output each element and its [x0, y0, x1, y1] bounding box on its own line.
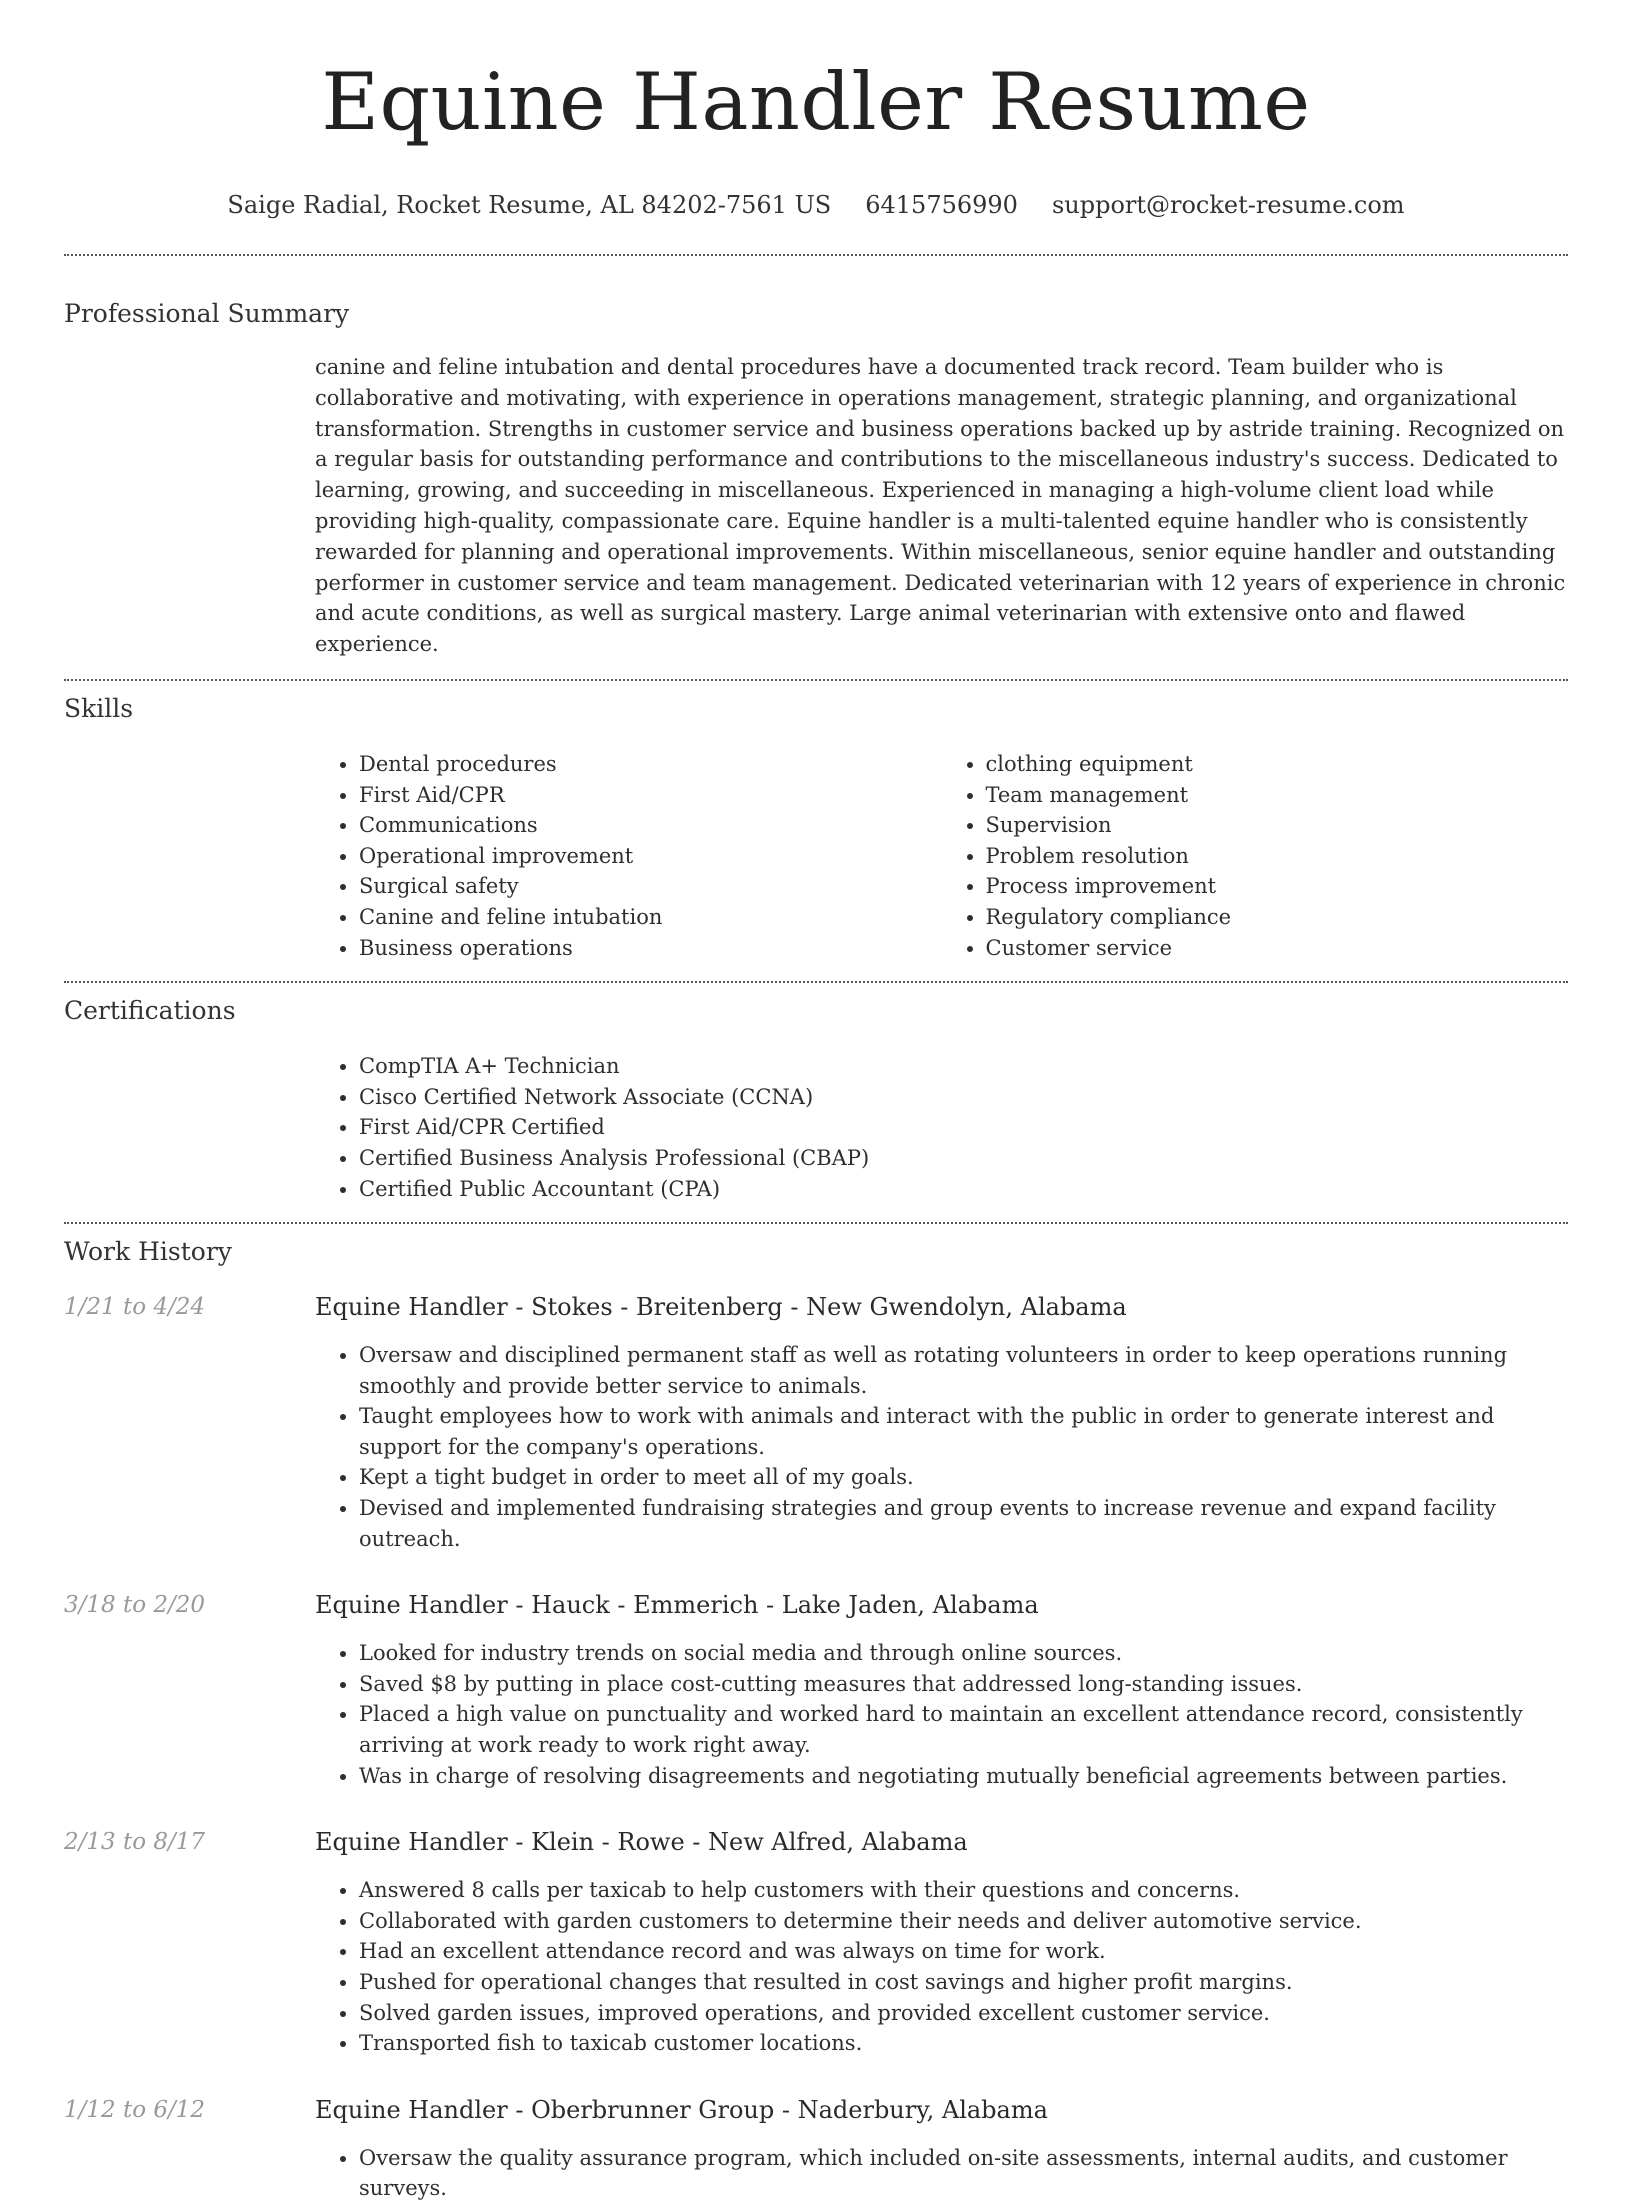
divider [64, 254, 1568, 256]
certifications-list [315, 1051, 1568, 1204]
contact-email[interactable]: support@rocket-resume.com [1051, 191, 1405, 219]
job-title: Equine Handler - Hauck - Emmerich - Lake Jaden, Alabama [315, 1591, 1039, 1620]
list-item: • Team management [986, 780, 1569, 811]
job-bullets [315, 1638, 1568, 1791]
list-item: • Surgical safety [359, 871, 942, 902]
list-item: • Devised and implemented fundraising strategies and group events to increase revenue and expand facility outreach. [359, 1493, 1568, 1554]
section-title-certifications: Certifications [64, 996, 236, 1026]
job-dates: 2/13 to 8/17 [64, 1829, 206, 1856]
list-item: • Operational improvement [359, 841, 942, 872]
list-item: • First Aid/CPR [359, 780, 942, 811]
list-item: • Solved garden issues, improved operations, and provided excellent customer service. [359, 1998, 1568, 2029]
list-item: • Canine and feline intubation [359, 902, 942, 933]
list-item: • First Aid/CPR Certified [359, 1112, 1568, 1143]
list-item: • Dental procedures [359, 749, 942, 780]
list-item: • Business operations [359, 933, 942, 964]
divider [64, 679, 1568, 681]
job-bullets [315, 1340, 1568, 1554]
list-item: • Had an excellent attendance record and was always on time for work. [359, 1936, 1568, 1967]
list-item: • Was in charge of resolving disagreements and negotiating mutually beneficial agreements between parties. [359, 1761, 1568, 1792]
list-item: • Problem resolution [986, 841, 1569, 872]
job-entry [64, 2095, 1568, 2204]
job-bullets [315, 1875, 1568, 2059]
skills-column-right [942, 749, 1569, 963]
summary-section [315, 352, 1568, 660]
contact-address: Saige Radial, Rocket Resume, AL 84202-7561 US [227, 191, 832, 219]
list-item: • clothing equipment [986, 749, 1569, 780]
list-item: • Transported fish to taxicab customer locations. [359, 2028, 1568, 2059]
list-item: • Placed a high value on punctuality and worked hard to maintain an excellent attendance record, consistently arriving at work ready to work right away. [359, 1699, 1568, 1760]
list-item: • Certified Business Analysis Professional (CBAP) [359, 1143, 1568, 1174]
list-item: • Oversaw the quality assurance program, which included on-site assessments, internal audits, and customer surveys. [359, 2143, 1568, 2204]
resume-title: Equine Handler Resume [321, 56, 1311, 148]
summary-text: canine and feline intubation and dental procedures have a documented track record. Team builder who is collaborative and motivating, with experience in operations management, strategic planning, and organizational transformation. Strengths in customer service and business operations backed up by astride training. Recognized on a regular basis for outstanding performance and contributions to the miscellaneous industry's success. Dedicated to learning, growing, and succeeding in miscellaneous. Experienced in managing a high-volume client load while providing high-quality, compassionate care. Equine handler is a multi-talented equine handler who is consistently rewarded for planning and operational improvements. Within miscellaneous, senior equine handler and outstanding performer in customer service and team management. Dedicated veterinarian with 12 years of experience in chronic and acute conditions, as well as surgical mastery. Large animal veterinarian with extensive onto and flawed experience. [315, 355, 1566, 657]
skills-list [315, 749, 1568, 963]
list-item: • Collaborated with garden customers to determine their needs and deliver automotive service. [359, 1906, 1568, 1937]
list-item: • Answered 8 calls per taxicab to help customers with their questions and concerns. [359, 1875, 1568, 1906]
job-entry [64, 1292, 1568, 1554]
list-item: • Cisco Certified Network Associate (CCNA) [359, 1082, 1568, 1113]
divider [64, 981, 1568, 983]
job-title: Equine Handler - Klein - Rowe - New Alfred, Alabama [315, 1828, 968, 1857]
job-dates: 1/21 to 4/24 [64, 1294, 206, 1321]
job-title: Equine Handler - Oberbrunner Group - Naderbury, Alabama [315, 2095, 1048, 2124]
list-item: • Oversaw and disciplined permanent staff as well as rotating volunteers in order to keep operations running smoothly and provide better service to animals. [359, 1340, 1568, 1401]
list-item: • Kept a tight budget in order to meet all of my goals. [359, 1462, 1568, 1493]
contact-line [0, 190, 1632, 220]
list-item: • Pushed for operational changes that resulted in cost savings and higher profit margins. [359, 1967, 1568, 1998]
section-title-skills: Skills [64, 693, 134, 723]
list-item: • Customer service [986, 933, 1569, 964]
list-item: • Taught employees how to work with animals and interact with the public in order to generate interest and support for the company's operations. [359, 1401, 1568, 1462]
list-item: • Regulatory compliance [986, 902, 1569, 933]
certifications-items [315, 1051, 1568, 1204]
list-item: • Communications [359, 810, 942, 841]
contact-phone: 6415756990 [865, 191, 1018, 219]
job-entry [64, 1590, 1568, 1791]
skills-column-left [315, 749, 942, 963]
job-title: Equine Handler - Stokes - Breitenberg - New Gwendolyn, Alabama [315, 1293, 1127, 1322]
job-dates: 1/12 to 6/12 [64, 2096, 206, 2123]
job-bullets [315, 2143, 1568, 2204]
section-title-summary: Professional Summary [64, 299, 350, 328]
list-item: • CompTIA A+ Technician [359, 1051, 1568, 1082]
divider [64, 1222, 1568, 1224]
job-entry [64, 1827, 1568, 2059]
list-item: • Process improvement [986, 871, 1569, 902]
section-title-work-history: Work History [64, 1237, 232, 1267]
job-dates: 3/18 to 2/20 [64, 1592, 206, 1619]
list-item: • Supervision [986, 810, 1569, 841]
list-item: • Looked for industry trends on social media and through online sources. [359, 1638, 1568, 1669]
list-item: • Certified Public Accountant (CPA) [359, 1174, 1568, 1205]
list-item: • Saved $8 by putting in place cost-cutting measures that addressed long-standing issues. [359, 1669, 1568, 1700]
